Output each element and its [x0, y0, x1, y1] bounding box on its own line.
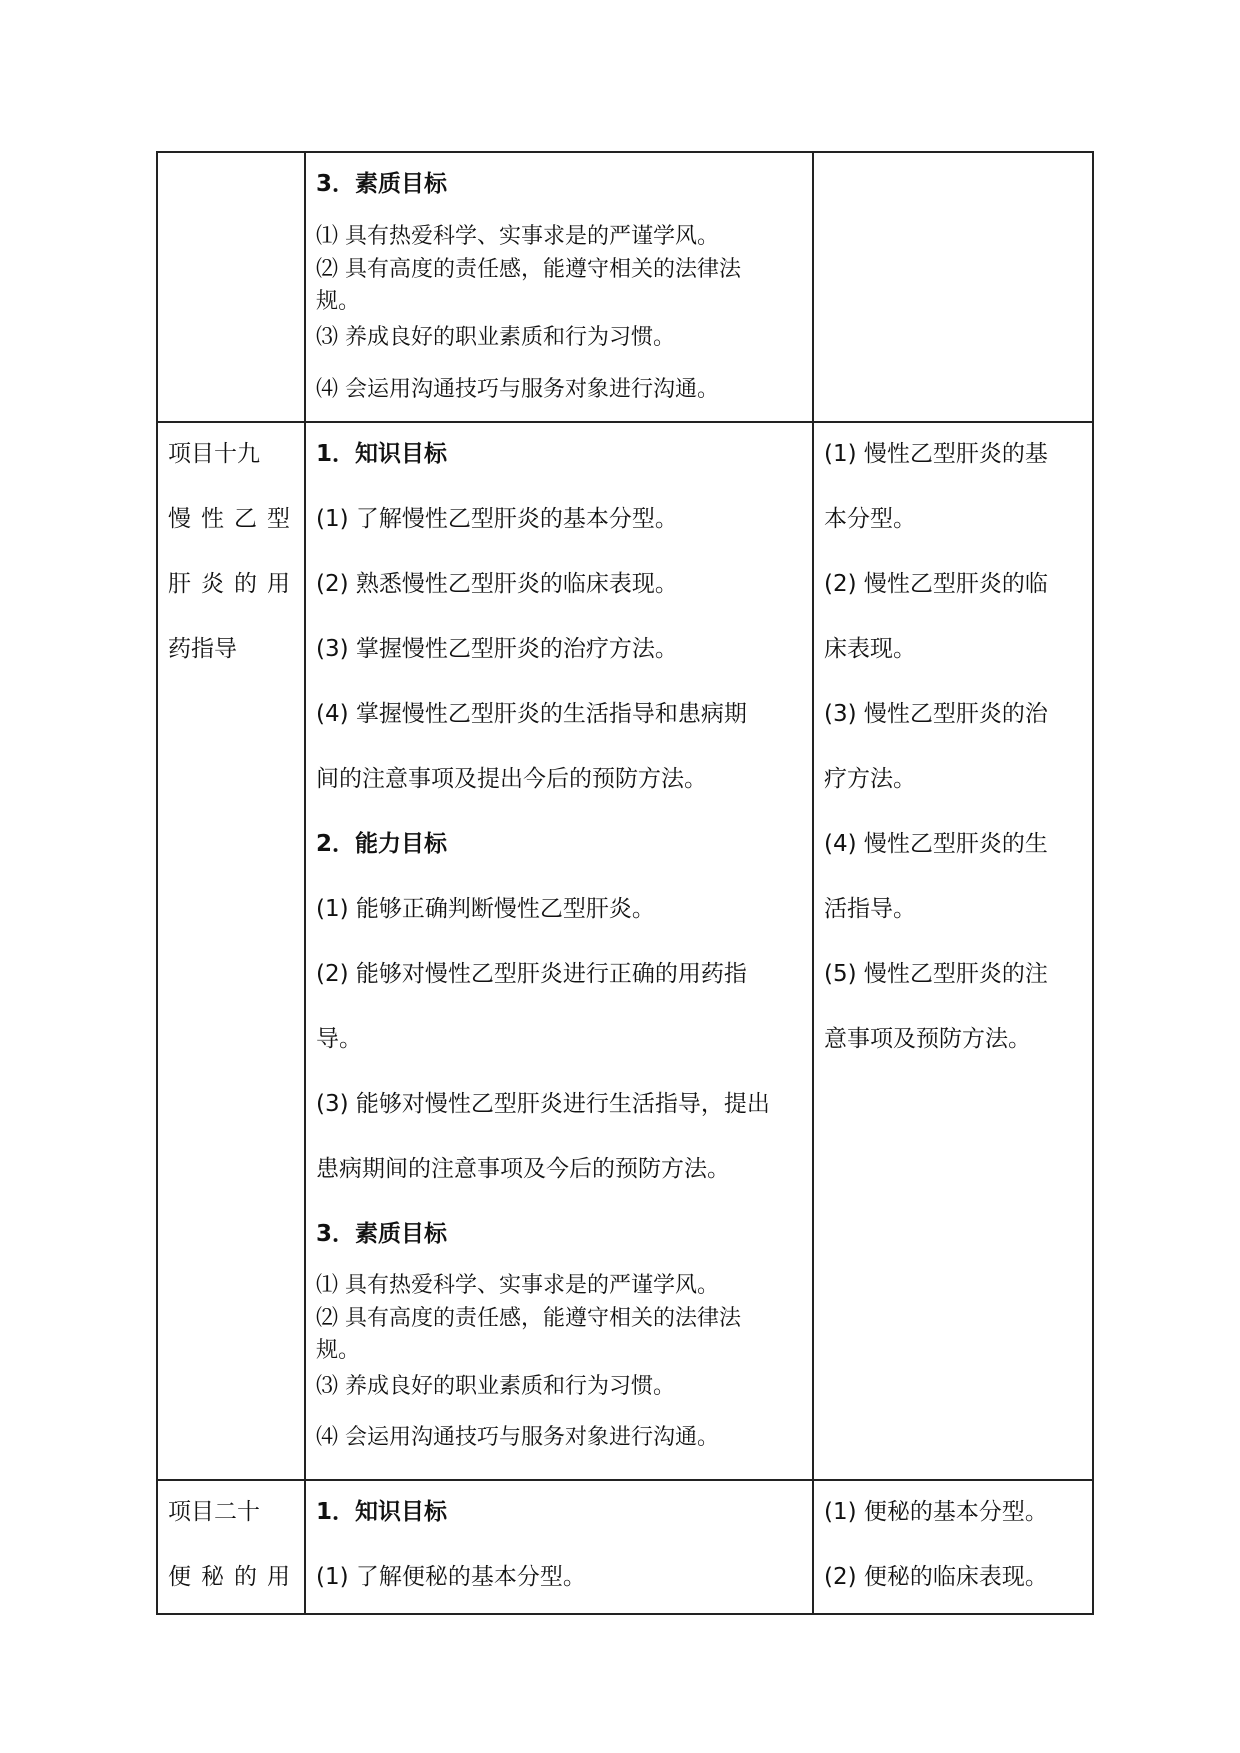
goal-line: (1) 了解便秘的基本分型。	[316, 1564, 586, 1590]
row-divider	[156, 1479, 1094, 1481]
goal-line: 患病期间的注意事项及今后的预防方法。	[316, 1156, 730, 1182]
goal-line: (2) 能够对慢性乙型肝炎进行正确的用药指	[316, 961, 747, 987]
goal-line: ⑷ 会运用沟通技巧与服务对象进行沟通。	[316, 377, 719, 402]
content-line: (2) 便秘的临床表现。	[824, 1564, 1048, 1590]
goal-line: ⑵ 具有高度的责任感，能遵守相关的法律法	[316, 1306, 741, 1331]
table-border-right	[1092, 151, 1094, 1615]
goal-heading: 1．知识目标	[316, 441, 448, 467]
content-line: 活指导。	[824, 896, 916, 922]
content-line: 本分型。	[824, 506, 916, 532]
project-name-line: 肝炎的用	[168, 571, 300, 597]
project-name-line: 便秘的用	[168, 1564, 300, 1590]
goal-line: (4) 掌握慢性乙型肝炎的生活指导和患病期	[316, 701, 747, 727]
goal-line: (1) 能够正确判断慢性乙型肝炎。	[316, 896, 655, 922]
goal-line: ⑴ 具有热爱科学、实事求是的严谨学风。	[316, 224, 719, 249]
content-line: (1) 慢性乙型肝炎的基	[824, 441, 1048, 467]
project-name-line: 项目十九	[168, 441, 260, 467]
project-name-line: 药指导	[168, 636, 237, 662]
goal-line: (2) 熟悉慢性乙型肝炎的临床表现。	[316, 571, 678, 597]
column-divider	[304, 151, 306, 1615]
column-divider	[812, 151, 814, 1615]
project-name-line: 慢性乙型	[168, 506, 300, 532]
goal-heading: 2．能力目标	[316, 831, 448, 857]
table-border-top	[156, 151, 1094, 153]
goal-line: 规。	[316, 1338, 361, 1363]
goal-line: (3) 能够对慢性乙型肝炎进行生活指导，提出	[316, 1091, 770, 1117]
goal-line: (3) 掌握慢性乙型肝炎的治疗方法。	[316, 636, 678, 662]
goal-line: ⑵ 具有高度的责任感，能遵守相关的法律法	[316, 257, 741, 282]
goal-heading: 1．知识目标	[316, 1499, 448, 1525]
content-line: 床表现。	[824, 636, 916, 662]
goal-line: ⑶ 养成良好的职业素质和行为习惯。	[316, 325, 675, 350]
table-border-left	[156, 151, 158, 1615]
goal-line: 规。	[316, 289, 361, 314]
content-line: (3) 慢性乙型肝炎的治	[824, 701, 1048, 727]
goal-line: ⑶ 养成良好的职业素质和行为习惯。	[316, 1374, 675, 1399]
goal-line: ⑴ 具有热爱科学、实事求是的严谨学风。	[316, 1273, 719, 1298]
goal-heading: 3．素质目标	[316, 171, 448, 197]
goal-line: 间的注意事项及提出今后的预防方法。	[316, 766, 707, 792]
project-name-line: 项目二十	[168, 1499, 260, 1525]
goal-line: 导。	[316, 1026, 362, 1052]
row-divider	[156, 421, 1094, 423]
content-line: 疗方法。	[824, 766, 916, 792]
goal-line: (1) 了解慢性乙型肝炎的基本分型。	[316, 506, 678, 532]
table-border-bottom	[156, 1613, 1094, 1615]
content-line: (4) 慢性乙型肝炎的生	[824, 831, 1048, 857]
content-line: (2) 慢性乙型肝炎的临	[824, 571, 1048, 597]
content-line: 意事项及预防方法。	[824, 1026, 1031, 1052]
content-line: (5) 慢性乙型肝炎的注	[824, 961, 1048, 987]
goal-heading: 3．素质目标	[316, 1221, 448, 1247]
curriculum-table	[156, 151, 1094, 1615]
goal-line: ⑷ 会运用沟通技巧与服务对象进行沟通。	[316, 1425, 719, 1450]
content-line: (1) 便秘的基本分型。	[824, 1499, 1048, 1525]
